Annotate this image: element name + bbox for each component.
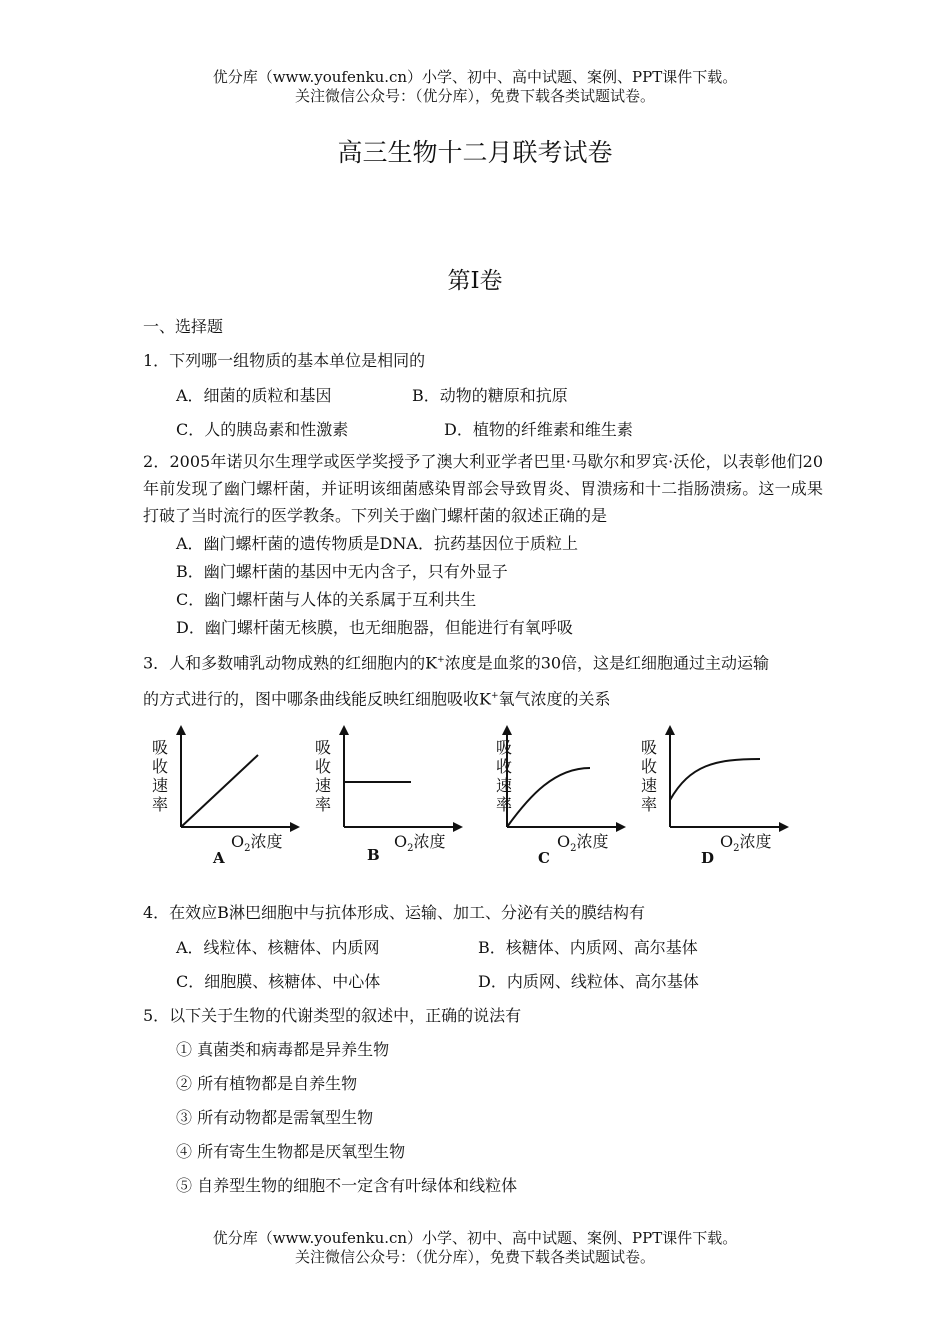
q5-item-1: ① 真菌类和病毒都是异养生物	[176, 1040, 390, 1059]
header-line-1: 优分库（www.youfenku.cn）小学、初中、高中试题、案例、PPT课件下载。	[212, 68, 738, 86]
q4-stem: 4．在效应B淋巴细胞中与抗体形成、运输、加工、分泌有关的膜结构有	[143, 903, 645, 922]
graph-c-label: C	[538, 849, 550, 867]
graph-d-x-label: $O_2$浓度	[720, 832, 772, 855]
q4-option-c: C．细胞膜、核糖体、中心体	[176, 972, 381, 991]
q3-stem-line-1: 3．人和多数哺乳动物成熟的红细胞内的K+浓度是血浆的30倍，这是红细胞通过主动运输	[143, 653, 770, 673]
q5-stem: 5．以下关于生物的代谢类型的叙述中，正确的说法有	[143, 1006, 522, 1025]
graph-d	[670, 727, 787, 827]
volume-heading: 第I卷	[447, 268, 503, 294]
page-title: 高三生物十二月联考试卷	[337, 138, 613, 167]
graph-b-label: B	[367, 846, 380, 864]
q1-option-c: C．人的胰岛素和性激素	[176, 420, 349, 439]
graph-c-curve	[507, 768, 590, 827]
q5-item-5: ⑤ 自养型生物的细胞不一定含有叶绿体和线粒体	[176, 1176, 518, 1195]
footer-line-2: 关注微信公众号：（优分库），免费下载各类试题试卷。	[294, 1248, 655, 1266]
graph-d-y-label: 吸收速率	[640, 738, 657, 814]
q5-item-3: ③ 所有动物都是需氧型生物	[176, 1108, 374, 1127]
q1-option-a: A．细菌的质粒和基因	[176, 386, 332, 405]
graph-c-x-label: $O_2$浓度	[557, 832, 609, 855]
graph-a-y-label: 吸收速率	[151, 738, 168, 814]
graph-b-y-label: 吸收速率	[314, 738, 331, 814]
q2-option-b: B．幽门螺杆菌的基因中无内含子，只有外显子	[176, 562, 508, 581]
graph-a-x-label: $O_2$浓度	[231, 832, 283, 855]
q5-item-4: ④ 所有寄生生物都是厌氧型生物	[176, 1142, 406, 1161]
q4-option-b: B．核糖体、内质网、高尔基体	[478, 938, 698, 957]
q1-option-d: D．植物的纤维素和维生素	[444, 420, 633, 439]
q2-option-a: A．幽门螺杆菌的遗传物质是DNA．抗药基因位于质粒上	[176, 534, 578, 553]
header-line-2: 关注微信公众号：（优分库），免费下载各类试题试卷。	[294, 87, 655, 105]
q3-stem-line-2: 的方式进行的，图中哪条曲线能反映红细胞吸收K+氧气浓度的关系	[143, 689, 611, 709]
q1-stem: 1．下列哪一组物质的基本单位是相同的	[143, 351, 426, 370]
q1-option-b: B．动物的糖原和抗原	[412, 386, 568, 405]
q2-option-c: C．幽门螺杆菌与人体的关系属于互利共生	[176, 590, 477, 609]
q2-option-d: D．幽门螺杆菌无核膜，也无细胞器，但能进行有氧呼吸	[176, 618, 573, 637]
graph-d-curve	[670, 759, 760, 800]
graph-a-curve	[181, 755, 258, 827]
q5-item-2: ② 所有植物都是自养生物	[176, 1074, 358, 1093]
graph-d-label: D	[701, 849, 715, 867]
graph-c-y-label: 吸收速率	[495, 738, 512, 814]
graph-b-x-label: $O_2$浓度	[394, 832, 446, 855]
graph-c	[507, 727, 624, 827]
section-heading: 一、选择题	[143, 317, 224, 336]
graph-b	[344, 727, 461, 827]
footer-line-1: 优分库（www.youfenku.cn）小学、初中、高中试题、案例、PPT课件下载。	[212, 1229, 738, 1247]
graph-a-label: A	[213, 849, 225, 867]
q4-option-d: D．内质网、线粒体、高尔基体	[478, 972, 699, 991]
q4-option-a: A．线粒体、核糖体、内质网	[176, 938, 380, 957]
q2-stem: 2．2005年诺贝尔生理学或医学奖授予了澳大利亚学者巴里·马歇尔和罗宾·沃伦，以表彰他们20年前发现了幽门螺杆菌，并证明该细菌感染胃部会导致胃炎、胃溃疡和十二指肠溃疡。这一成果打破了当时流行的医学教条。下列关于幽门螺杆菌的叙述正确的是	[143, 452, 823, 525]
graph-a	[181, 727, 298, 827]
